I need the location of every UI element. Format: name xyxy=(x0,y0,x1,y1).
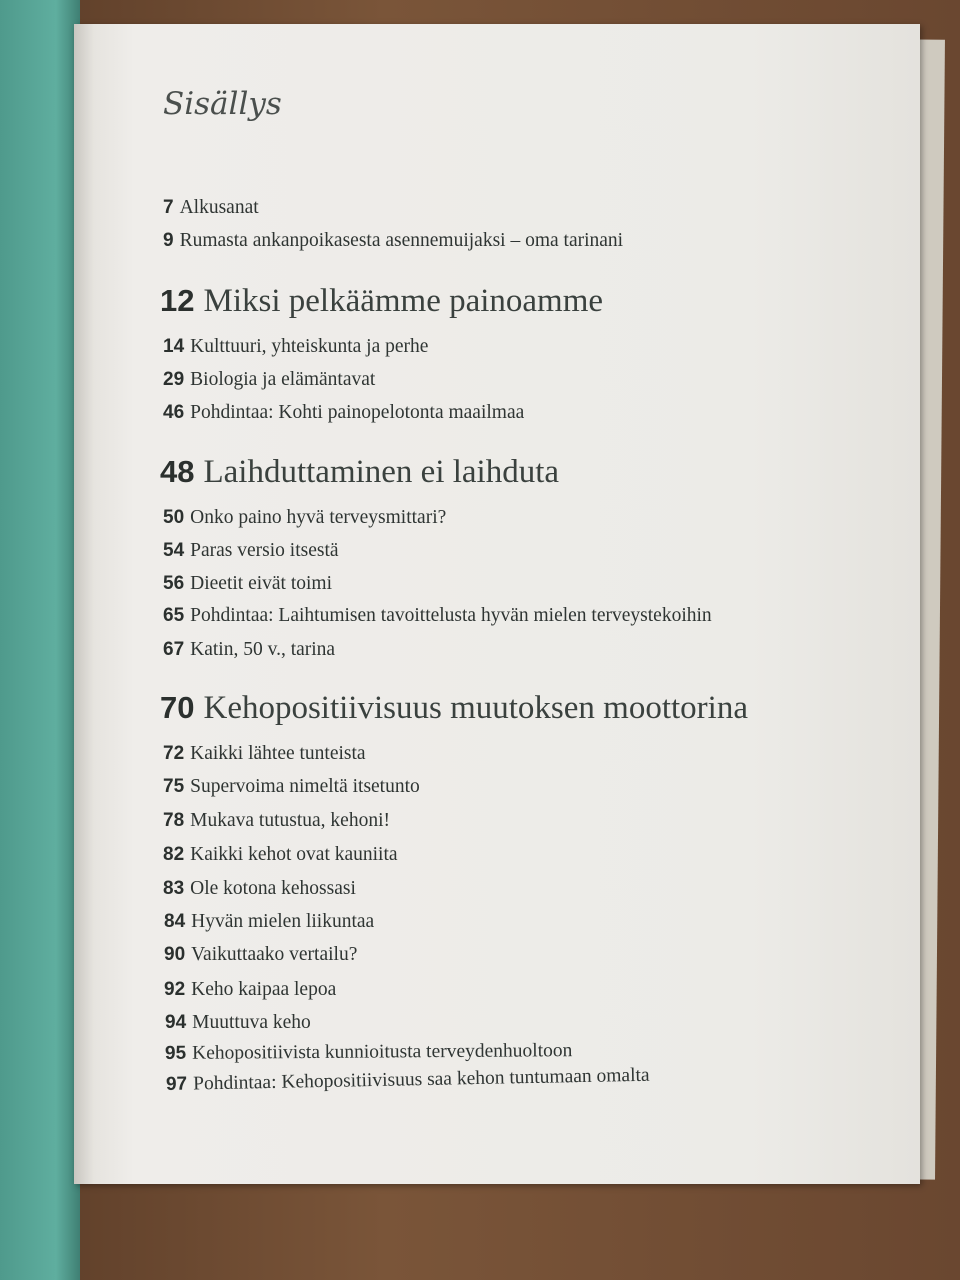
toc-entry xyxy=(163,844,398,866)
toc-section-page: 12 xyxy=(160,283,195,318)
toc-entry-page: 9 xyxy=(163,230,174,251)
toc-entry xyxy=(163,336,428,358)
toc-entry-text: Paras versio itsestä xyxy=(190,540,339,561)
toc-section-title: Laihduttaminen ei laihduta xyxy=(203,454,560,490)
toc-entry-text: Pohdintaa: Kehopositiivisuus saa kehon tuntumaan omalta xyxy=(192,1064,650,1095)
toc-entry-page: 7 xyxy=(163,197,174,218)
toc-entry-page: 50 xyxy=(163,507,185,528)
toc-entry-page: 29 xyxy=(163,369,185,390)
toc-entry-page: 84 xyxy=(164,911,186,932)
toc-entry-text: Alkusanat xyxy=(179,197,259,218)
toc-entry xyxy=(163,878,356,900)
toc-entry-text: Pohdintaa: Laihtumisen tavoittelusta hyvän mielen terveystekoihin xyxy=(190,605,712,626)
toc-section-title: Kehopositiivisuus muutoksen moottorina xyxy=(203,690,748,726)
toc-entry-text: Supervoima nimeltä itsetunto xyxy=(190,776,420,797)
toc-entry-page: 90 xyxy=(164,944,186,965)
toc-entry xyxy=(164,911,374,933)
toc-entry-text: Muuttuva keho xyxy=(192,1012,311,1033)
toc-section-heading xyxy=(160,454,559,491)
toc-entry xyxy=(163,402,524,424)
toc-entry-text: Kaikki kehot ovat kauniita xyxy=(190,844,398,865)
toc-entry-page: 46 xyxy=(163,402,185,423)
toc-entry-text: Biologia ja elämäntavat xyxy=(190,369,376,390)
toc-entry-text: Katin, 50 v., tarina xyxy=(190,639,336,660)
toc-entry xyxy=(163,230,623,252)
toc-entry-page: 56 xyxy=(163,573,185,594)
toc-section-page: 48 xyxy=(160,454,195,489)
toc-entry-text: Mukava tutustua, kehoni! xyxy=(190,810,390,831)
toc-entry-page: 94 xyxy=(165,1012,187,1033)
toc-entry xyxy=(163,197,259,219)
toc-section-title: Miksi pelkäämme painoamme xyxy=(203,283,604,319)
toc-entry-page: 97 xyxy=(165,1073,188,1095)
toc-entry xyxy=(165,1040,572,1065)
toc-entry xyxy=(163,507,446,529)
toc-entry xyxy=(163,743,366,765)
toc-entry xyxy=(163,540,339,562)
toc-entry-text: Vaikuttaako vertailu? xyxy=(191,944,358,965)
toc-section-heading xyxy=(160,283,603,320)
toc-entry-page: 14 xyxy=(163,336,185,357)
toc-entry-text: Kulttuuri, yhteiskunta ja perhe xyxy=(190,336,429,357)
toc-entry xyxy=(164,979,336,1001)
toc-entry xyxy=(163,776,420,798)
toc-entry-text: Keho kaipaa lepoa xyxy=(191,979,337,1000)
toc-entry-page: 75 xyxy=(163,776,185,797)
toc-entry-page: 65 xyxy=(163,605,185,626)
toc-entry xyxy=(164,944,357,966)
toc-entry-page: 54 xyxy=(163,540,185,561)
toc-entry-page: 92 xyxy=(164,979,186,1000)
toc-entry-page: 95 xyxy=(164,1042,187,1064)
toc-entry-text: Ole kotona kehossasi xyxy=(190,878,356,899)
toc-entry-page: 78 xyxy=(163,810,185,831)
toc-entry-text: Rumasta ankanpoikasesta asennemuijaksi – oma tarinani xyxy=(179,230,624,251)
toc-entry xyxy=(163,573,332,595)
toc-entry-page: 67 xyxy=(163,639,185,660)
toc-entry-text: Kaikki lähtee tunteista xyxy=(190,743,366,764)
toc-entry xyxy=(163,810,390,832)
toc-entry-text: Hyvän mielen liikuntaa xyxy=(191,911,375,932)
toc-entry-text: Pohdintaa: Kohti painopelotonta maailmaa xyxy=(190,402,525,423)
toc-entry xyxy=(166,1065,650,1096)
toc-title: Sisällys xyxy=(163,86,282,122)
toc-entry xyxy=(163,605,712,627)
toc-entry-page: 83 xyxy=(163,878,185,899)
toc-entry xyxy=(163,369,375,391)
toc-entry-page: 82 xyxy=(163,844,185,865)
toc-section-page: 70 xyxy=(160,690,195,725)
toc-entry-page: 72 xyxy=(163,743,185,764)
toc-entry xyxy=(163,639,335,661)
toc-entry-text: Onko paino hyvä terveysmittari? xyxy=(190,507,447,528)
toc-entry-text: Kehopositiivista kunnioitusta terveydenhuoltoon xyxy=(192,1040,573,1064)
toc-entry-text: Dieetit eivät toimi xyxy=(190,573,333,594)
toc-section-heading xyxy=(160,690,748,727)
toc-entry xyxy=(165,1012,311,1034)
